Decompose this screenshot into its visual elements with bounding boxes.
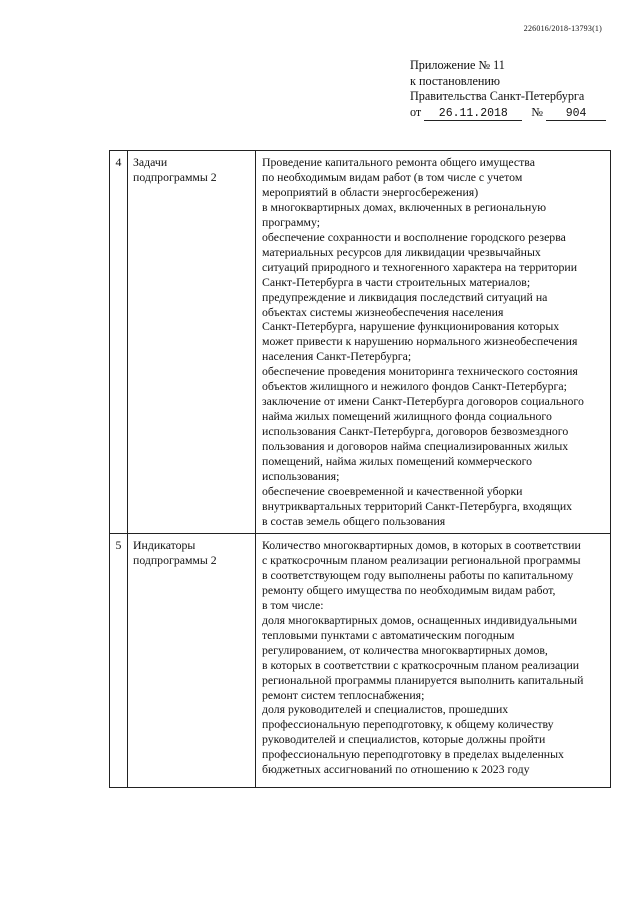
resolution-date: 26.11.2018 xyxy=(424,107,522,121)
content-line: регулированием, от количества многоквартирных домов, xyxy=(262,642,548,657)
content-line: программу; xyxy=(262,214,321,229)
content-line: населения Санкт-Петербурга; xyxy=(262,349,412,364)
appendix-resolution-ref: к постановлению xyxy=(410,73,501,88)
content-line: предупреждение и ликвидация последствий ситуаций на xyxy=(262,289,548,304)
content-line: использования Санкт-Петербурга, договоров безвозмездного xyxy=(262,424,569,439)
content-line: Проведение капитального ремонта общего имущества xyxy=(262,155,535,169)
row-label xyxy=(128,534,256,788)
content-line: объектов жилищного и нежилого фондов Санкт-Петербурга; xyxy=(262,379,567,394)
row-label-line: Задачи xyxy=(133,155,168,169)
table-row xyxy=(110,151,611,534)
resolution-number: 904 xyxy=(546,107,606,121)
content-line: в том числе: xyxy=(262,597,324,612)
content-line: руководителей и специалистов, которые должны пройти xyxy=(262,732,546,747)
row-content xyxy=(256,151,611,534)
appendix-header xyxy=(410,58,610,121)
row-number: 4 xyxy=(110,151,128,534)
content-line: внутриквартальных территорий Санкт-Петербурга, входящих xyxy=(262,498,573,513)
content-line: найма жилых помещений жилищного фонда социального xyxy=(262,409,552,424)
content-line: профессиональную переподготовку, к общему количеству xyxy=(262,717,554,732)
row-label-line: подпрограммы 2 xyxy=(133,552,217,567)
row-label-line: Индикаторы xyxy=(133,538,196,552)
table-row xyxy=(110,534,611,788)
row-number: 5 xyxy=(110,534,128,788)
content-line: Количество многоквартирных домов, в которых в соответствии xyxy=(262,538,581,552)
document-registration-number: 226016/2018-13793(1) xyxy=(523,24,602,33)
content-line: использования; xyxy=(262,469,340,484)
content-line: в соответствующем году выполнены работы по капитальному xyxy=(262,567,574,582)
content-line: в состав земель общего пользования xyxy=(262,513,446,528)
content-line: материальных ресурсов для ликвидации чрезвычайных xyxy=(262,244,541,259)
appendix-government: Правительства Санкт-Петербурга xyxy=(410,89,585,104)
content-line: Санкт-Петербурга, нарушение функционирования которых xyxy=(262,319,560,334)
content-line: тепловыми пунктами с автоматическим погодным xyxy=(262,627,515,642)
content-line: обеспечение своевременной и качественной уборки xyxy=(262,483,523,498)
appendix-title: Приложение № 11 xyxy=(410,58,505,72)
content-line: бюджетных ассигнований по отношению к 2023 году xyxy=(262,762,530,777)
content-line: обеспечение сохранности и восполнение городского резерва xyxy=(262,229,566,244)
date-prefix: от xyxy=(410,104,422,119)
content-line: по необходимым видам работ (в том числе с учетом xyxy=(262,169,523,184)
content-line: доля многоквартирных домов, оснащенных индивидуальными xyxy=(262,612,578,627)
content-line: заключение от имени Санкт-Петербурга договоров социального xyxy=(262,394,584,409)
content-line: ситуаций природного и техногенного характера на территории xyxy=(262,259,578,274)
content-line: может привести к нарушению нормального жизнеобеспечения xyxy=(262,334,578,349)
content-line: профессиональную переподготовку в пределах выделенных xyxy=(262,747,564,762)
number-prefix: № xyxy=(531,104,543,119)
content-line: объектах системы жизнеобеспечения населения xyxy=(262,304,504,319)
content-line: в которых в соответствии с краткосрочным планом реализации xyxy=(262,657,580,672)
content-line: доля руководителей и специалистов, прошедших xyxy=(262,702,509,717)
row-label-line: подпрограммы 2 xyxy=(133,169,217,184)
content-line: Санкт-Петербурга в части строительных материалов; xyxy=(262,274,531,289)
content-line: ремонт систем теплоснабжения; xyxy=(262,687,425,702)
content-line: с краткосрочным планом реализации региональной программы xyxy=(262,552,581,567)
content-line: обеспечение проведения мониторинга технического состояния xyxy=(262,364,578,379)
content-line: помещений, найма жилых помещений коммерческого xyxy=(262,454,533,469)
content-line: пользования и договоров найма специализированных жилых xyxy=(262,439,569,454)
appendix-date-number-line xyxy=(410,105,610,121)
content-line: региональной программы планируется выполнить капитальный xyxy=(262,672,584,687)
row-label xyxy=(128,151,256,534)
content-line: ремонту общего имущества по необходимым видам работ, xyxy=(262,582,556,597)
content-line: мероприятий в области энергосбережения) xyxy=(262,184,479,199)
subprogram-table xyxy=(109,150,611,788)
content-line: в многоквартирных домах, включенных в региональную xyxy=(262,199,547,214)
row-content xyxy=(256,534,611,788)
